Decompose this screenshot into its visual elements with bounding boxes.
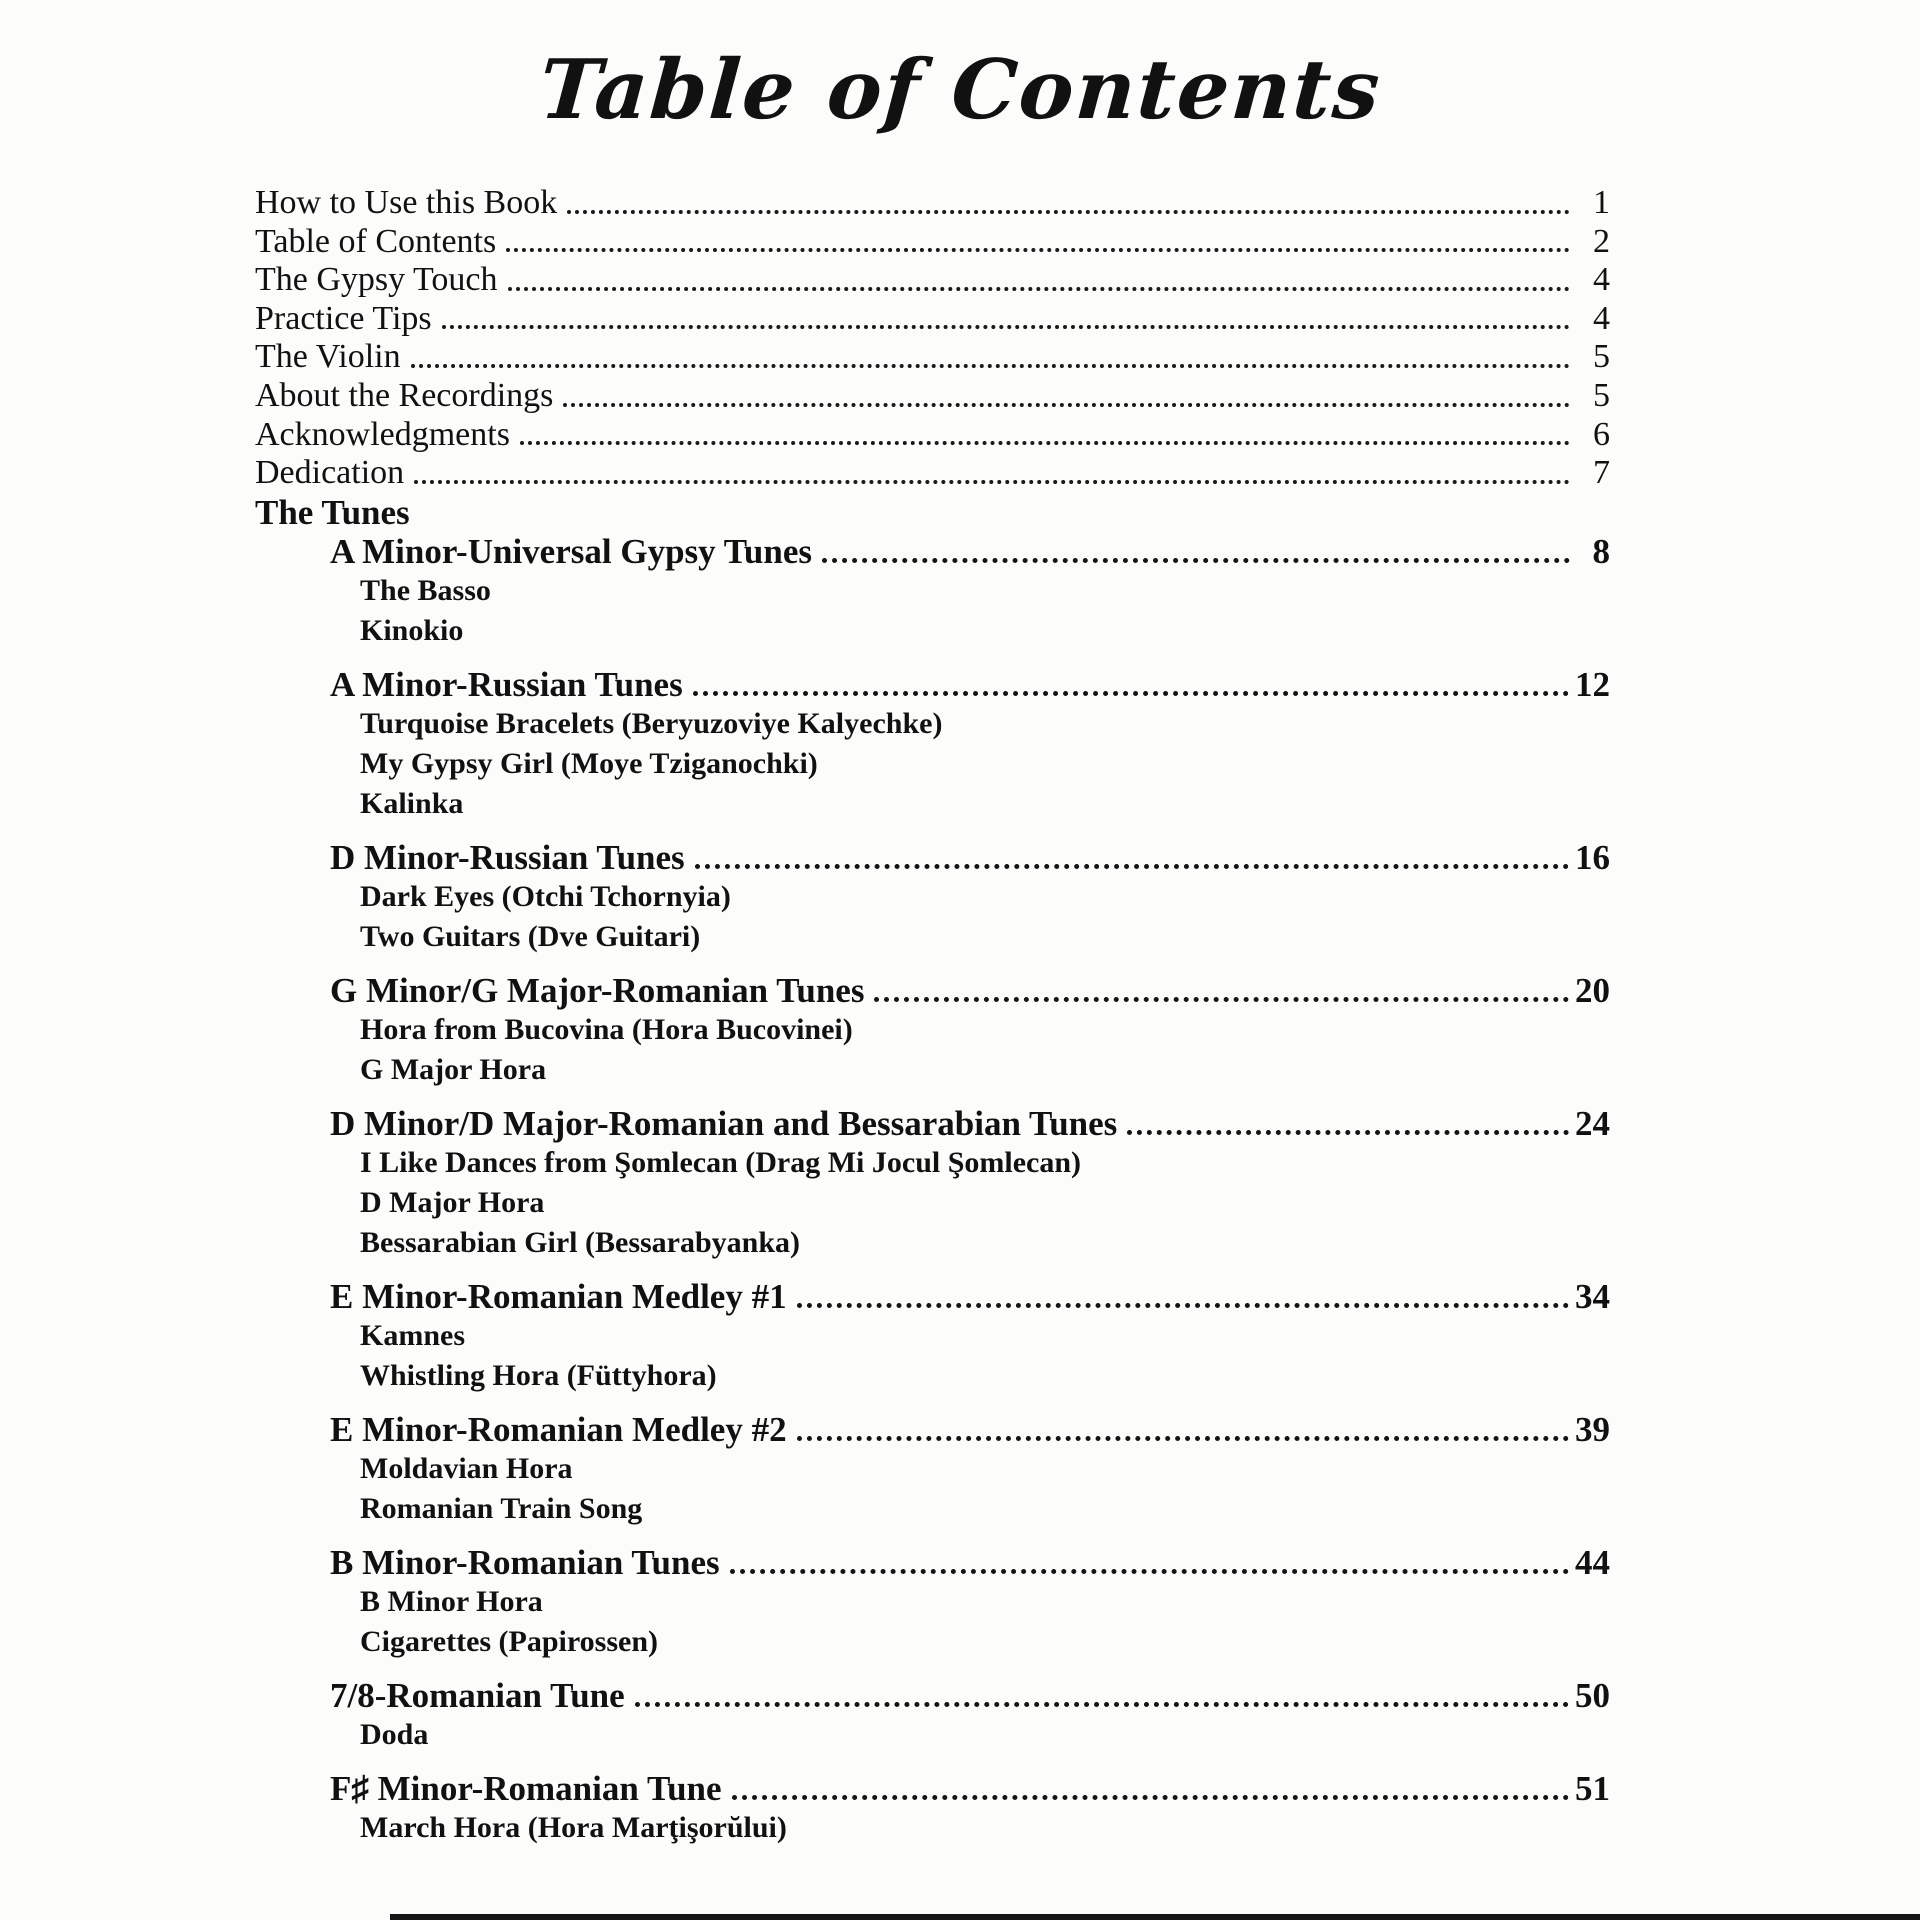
toc-section bbox=[255, 971, 1610, 1090]
section-title: A Minor-Russian Tunes bbox=[330, 664, 683, 704]
front-matter-list bbox=[255, 184, 1610, 493]
dotted-leader bbox=[822, 558, 1570, 563]
toc-section bbox=[255, 1410, 1610, 1529]
tune-item: I Like Dances from Şomlecan (Drag Mi Jocul Şomlecan) bbox=[360, 1145, 1082, 1179]
section-entry bbox=[330, 1277, 1610, 1316]
section-title: D Minor-Russian Tunes bbox=[330, 837, 685, 877]
toc-entry-label: Table of Contents bbox=[255, 222, 497, 260]
section-entry bbox=[330, 1769, 1610, 1808]
dotted-leader bbox=[567, 210, 1570, 214]
section-entry bbox=[330, 1543, 1610, 1582]
dotted-leader bbox=[1127, 1130, 1569, 1135]
tune-item: Bessarabian Girl (Bessarabyanka) bbox=[360, 1225, 801, 1259]
tune-item: Romanian Train Song bbox=[360, 1491, 643, 1525]
tune-item: Doda bbox=[360, 1717, 429, 1751]
dotted-leader bbox=[411, 364, 1570, 368]
tunes-heading: The Tunes bbox=[255, 492, 410, 532]
toc-entry-label: Acknowledgments bbox=[255, 415, 510, 453]
section-title: A Minor-Universal Gypsy Tunes bbox=[330, 531, 812, 571]
page-number: 4 bbox=[1593, 299, 1610, 337]
dotted-leader bbox=[635, 1702, 1569, 1707]
page-number: 12 bbox=[1575, 664, 1610, 704]
section-entry bbox=[330, 665, 1610, 704]
tune-item: March Hora (Hora Marţişorŭlui) bbox=[360, 1810, 787, 1844]
toc-section bbox=[255, 1543, 1610, 1662]
page-number: 6 bbox=[1593, 415, 1610, 453]
section-title: D Minor/D Major-Romanian and Bessarabian Tunes bbox=[330, 1103, 1118, 1143]
toc-entry bbox=[255, 377, 1610, 416]
tune-item: Turquoise Bracelets (Beryuzoviye Kalyechke) bbox=[360, 706, 943, 740]
section-title: E Minor-Romanian Medley #1 bbox=[330, 1276, 787, 1316]
section-title: E Minor-Romanian Medley #2 bbox=[330, 1409, 787, 1449]
tune-item: Kalinka bbox=[360, 786, 464, 820]
tune-item: The Basso bbox=[360, 573, 491, 607]
toc-section bbox=[255, 1769, 1610, 1848]
section-title: F♯ Minor-Romanian Tune bbox=[330, 1768, 722, 1808]
page-number: 8 bbox=[1592, 531, 1610, 571]
dotted-leader bbox=[563, 403, 1570, 407]
toc-entry bbox=[255, 454, 1610, 493]
dotted-leader bbox=[506, 248, 1570, 252]
dotted-leader bbox=[732, 1795, 1569, 1800]
page-number: 4 bbox=[1593, 261, 1610, 299]
toc-entry bbox=[255, 416, 1610, 455]
dotted-leader bbox=[414, 480, 1570, 484]
page-number: 5 bbox=[1593, 338, 1610, 376]
section-entry bbox=[330, 838, 1610, 877]
tune-item: Cigarettes (Papirossen) bbox=[360, 1624, 659, 1658]
section-entry bbox=[330, 1410, 1610, 1449]
tune-item: Two Guitars (Dve Guitari) bbox=[360, 919, 701, 953]
page-number: 39 bbox=[1575, 1409, 1610, 1449]
tune-item: Kinokio bbox=[360, 613, 464, 647]
section-entry bbox=[330, 1104, 1610, 1143]
tune-item: Kamnes bbox=[360, 1318, 465, 1352]
page-number: 7 bbox=[1593, 454, 1610, 492]
toc-entry bbox=[255, 261, 1610, 300]
page-title: Table of Contents bbox=[536, 42, 1385, 138]
toc-section bbox=[255, 1676, 1610, 1755]
section-entry bbox=[330, 532, 1610, 571]
tune-item: D Major Hora bbox=[360, 1185, 545, 1219]
page-number: 51 bbox=[1575, 1768, 1610, 1808]
page-number: 2 bbox=[1593, 222, 1610, 260]
toc-entry bbox=[255, 300, 1610, 339]
tune-item: B Minor Hora bbox=[360, 1584, 543, 1618]
page-number: 50 bbox=[1575, 1675, 1610, 1715]
toc-entry-label: The Gypsy Touch bbox=[255, 261, 498, 299]
toc-entry-label: Practice Tips bbox=[255, 299, 432, 337]
toc-section bbox=[255, 1277, 1610, 1396]
section-title: 7/8-Romanian Tune bbox=[330, 1675, 625, 1715]
toc-entry bbox=[255, 184, 1610, 223]
toc-entry-label: How to Use this Book bbox=[255, 184, 558, 221]
tune-item: Dark Eyes (Otchi Tchornyia) bbox=[360, 879, 731, 913]
tune-item: Moldavian Hora bbox=[360, 1451, 573, 1485]
tune-item: Whistling Hora (Füttyhora) bbox=[360, 1358, 717, 1392]
dotted-leader bbox=[874, 997, 1569, 1002]
dotted-leader bbox=[695, 864, 1569, 869]
page-number: 20 bbox=[1575, 970, 1610, 1010]
toc-section bbox=[255, 838, 1610, 957]
toc-section bbox=[255, 665, 1610, 824]
page-number: 1 bbox=[1593, 184, 1610, 221]
dotted-leader bbox=[693, 691, 1569, 696]
toc-entry bbox=[255, 223, 1610, 262]
dotted-leader bbox=[730, 1569, 1569, 1574]
section-title: B Minor-Romanian Tunes bbox=[330, 1542, 720, 1582]
page-number: 44 bbox=[1575, 1542, 1610, 1582]
toc-section bbox=[255, 532, 1610, 651]
toc-entry-label: About the Recordings bbox=[255, 376, 554, 414]
toc-section bbox=[255, 1104, 1610, 1263]
toc-entry-label: The Violin bbox=[255, 338, 401, 376]
section-title: G Minor/G Major-Romanian Tunes bbox=[330, 970, 865, 1010]
toc-entry-label: Dedication bbox=[255, 454, 405, 492]
page-number: 5 bbox=[1593, 376, 1610, 414]
dotted-leader bbox=[508, 287, 1570, 291]
dotted-leader bbox=[442, 325, 1570, 329]
section-entry bbox=[330, 971, 1610, 1010]
tune-item: My Gypsy Girl (Moye Tziganochki) bbox=[360, 746, 818, 780]
section-entry bbox=[330, 1676, 1610, 1715]
page-number: 34 bbox=[1575, 1276, 1610, 1316]
page-number: 16 bbox=[1575, 837, 1610, 877]
dotted-leader bbox=[520, 441, 1570, 445]
dotted-leader bbox=[797, 1303, 1569, 1308]
tune-item: G Major Hora bbox=[360, 1052, 547, 1086]
tune-item: Hora from Bucovina (Hora Bucovinei) bbox=[360, 1012, 853, 1046]
page-number: 24 bbox=[1575, 1103, 1610, 1143]
dotted-leader bbox=[797, 1436, 1569, 1441]
scan-edge-artifact bbox=[390, 1914, 1920, 1920]
toc-entry bbox=[255, 338, 1610, 377]
